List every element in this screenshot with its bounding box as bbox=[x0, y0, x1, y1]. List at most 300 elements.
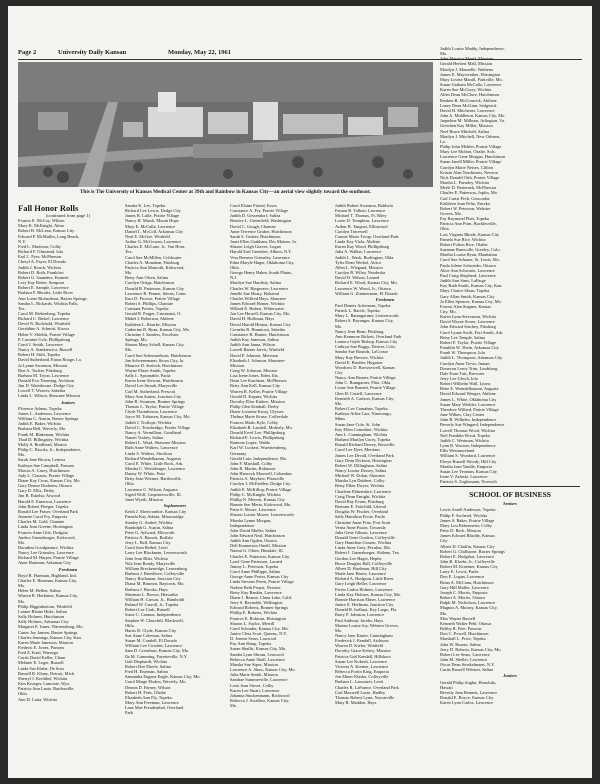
list-item: Minn. bbox=[335, 416, 346, 422]
list-item: Robert Dee Eberle, Salina bbox=[125, 663, 171, 669]
list-item: Patricia Ann Lantz, Bartlesville, bbox=[18, 686, 75, 692]
list-item: Julia Gene Gibson, Lawrence bbox=[335, 529, 387, 535]
list-item: Brian A. McCann, Hutchinson bbox=[440, 579, 494, 585]
aerial-photo-medical-center bbox=[18, 62, 433, 187]
list-item: Sigrid Wolf, Carpentersville, Ill. bbox=[125, 491, 182, 497]
list-item: George Anne Porter, Kansas City bbox=[230, 574, 289, 580]
list-item: Linda Stevens Preen, Prairie Village bbox=[230, 579, 294, 585]
list-item: Sherman L. Brown, Hiawatha bbox=[125, 591, 178, 597]
list-item: Fred H. Eiseman, Salina bbox=[125, 669, 168, 675]
list-item: Groves, Mo. bbox=[440, 211, 463, 216]
list-item: Sandra Sue Bounds, LaCrosse bbox=[335, 349, 389, 355]
class-subheading: Freshmen bbox=[375, 296, 395, 302]
list-item: Barry F. Johnson, Lawrence bbox=[335, 612, 385, 618]
newspaper-page bbox=[8, 6, 592, 778]
list-item: Carl M. Sutherland, Prescott bbox=[125, 388, 176, 394]
list-item: Frances Marlo Kyle, Colby bbox=[230, 419, 279, 425]
list-item: Susan Shaffir, Kansas City, Mo. bbox=[230, 646, 287, 652]
list-item: Theodore Willard, Prairie Village bbox=[440, 406, 499, 412]
list-item: Robert A. Morris, Ottawa bbox=[440, 595, 485, 601]
list-item: Mabel I. Roberson, Abilene bbox=[125, 316, 174, 322]
list-item: Patrick L. Bacile, Topeka bbox=[335, 308, 380, 314]
list-item: Martha Jean Yandle, Emporia bbox=[440, 463, 493, 469]
list-item: Marsha Lyn Dubbert, Colby bbox=[335, 478, 385, 484]
business-seniors-list bbox=[440, 507, 580, 672]
list-item: Mo. bbox=[335, 627, 343, 633]
list-item: Jo Lynne Swanson, Mission bbox=[18, 362, 68, 368]
list-item: Constance R. Hunter, Hutchinson bbox=[230, 331, 289, 337]
list-item: Cornelia R. Hunnicutt, Sabetha bbox=[230, 326, 285, 332]
list-item: Oscar Dean Stoekelmann, N.Y. bbox=[440, 662, 495, 668]
list-item: John W. Reazin, Salina bbox=[440, 641, 481, 647]
list-item: James Edward Blachly, Kansas bbox=[440, 533, 495, 539]
list-item: Linda Kay Holmes, Kansas City, Mo. bbox=[335, 591, 402, 597]
list-item: Carolyn J. McFadden, Dodge City bbox=[230, 481, 291, 487]
list-item: Linda Sue Klabe, De Soto bbox=[18, 665, 64, 671]
list-item: Sandra Lynn Shrum, Leawood bbox=[230, 651, 284, 657]
list-item: City bbox=[335, 370, 343, 375]
list-item: Harold Earl Greenlee, Albion, N.Y. bbox=[230, 249, 292, 255]
list-item: Mary Clarice Sloan, Topeka bbox=[440, 288, 490, 294]
list-item: Judith E. Baker, Wichita bbox=[18, 421, 61, 427]
list-item: Julia A. Walker, Lawrence bbox=[335, 249, 382, 255]
list-item: John Ivan Blair, Wichita bbox=[125, 555, 168, 561]
list-item: Fred Z. Kaul, Wamego bbox=[18, 650, 59, 656]
list-item: Allen Dean McClure, Hutchinson bbox=[440, 92, 500, 98]
list-item: James L. White, Oklahoma City bbox=[440, 396, 497, 402]
list-item: James S. Baker, Prairie Village bbox=[440, 517, 495, 523]
list-item: Elizabeth Ann Fly, Topeka bbox=[125, 694, 172, 700]
list-item: Robert H. Fetts, Olathe bbox=[125, 689, 166, 695]
list-item: Paul Dennis Ackerman, Topeka bbox=[335, 302, 391, 308]
list-item: Phillip N. Merrett, Kansas City bbox=[230, 496, 285, 502]
list-item: Larol Gene Patterson, Larned bbox=[230, 558, 282, 564]
list-item: Gail Diephardt, Wichita bbox=[125, 658, 168, 664]
list-item: John B. Kloehr, Jr., Coffeyville bbox=[440, 559, 495, 564]
list-item: Keith J. Abercrombie, Kansas City bbox=[125, 509, 187, 515]
list-item: Carl Curtis Peck, Concordia bbox=[440, 195, 490, 201]
list-item: Judith L. Thompson, Arkansas City bbox=[440, 355, 503, 361]
list-item: Marsha C. Wertzberger, Lawrence bbox=[125, 465, 186, 471]
list-item: Thad D. Billingsley, Wichita bbox=[18, 436, 69, 442]
list-item: Richard Lee Lewis, Dodge City bbox=[125, 208, 181, 214]
list-item: Carolyn Tracewell bbox=[335, 228, 368, 234]
list-item: Susan Graham McCalla, Lawrence bbox=[440, 82, 502, 88]
list-item: William G. Zimmerman, El Dorado bbox=[335, 290, 398, 296]
list-item: Michael T. Thomas, Ft. Riley bbox=[335, 213, 387, 219]
list-item: Florence Adams, Topeka bbox=[18, 405, 62, 411]
list-item: John R. Martin, Robinson bbox=[230, 465, 276, 471]
list-item: Jaqueline M. Milburn, Arlington, Va. bbox=[440, 118, 506, 124]
list-item: Mo. bbox=[18, 539, 26, 545]
list-item: Sue Anne Coleman, Salina bbox=[125, 632, 173, 638]
list-item: Neal E. McGee, Winfield bbox=[125, 233, 170, 239]
list-item: Donald R. Iselhart, Key Largo, Fla. bbox=[335, 607, 398, 613]
list-item: Sam D. Crenshaw, Kansas City, Mo. bbox=[125, 648, 190, 654]
list-item: Judith L. Wash, Burlington, Okla. bbox=[335, 254, 395, 260]
list-item: Janice E. Hoffman, Junction City bbox=[335, 602, 394, 608]
list-item: Margaret E. Innes, Warrensburg, Mo. bbox=[18, 624, 84, 630]
list-item: Lowell Thomas Wood, Wichita bbox=[440, 427, 495, 433]
list-item: Helen M. Hellen, Salina bbox=[18, 588, 61, 594]
list-item: Sally Hamilton Foote, Paola bbox=[335, 514, 385, 520]
list-item: Patricia S. Zoglemann, Norwich bbox=[440, 479, 497, 485]
list-item: David C. Gough, Chanute bbox=[230, 223, 276, 229]
list-item: Mary Lou Bebermeier, Colby bbox=[440, 522, 493, 528]
list-item: Lisa Irene Jones, Eden, Ida. bbox=[230, 373, 279, 379]
list-item: Philip Higginbottom, Winfield bbox=[18, 603, 72, 609]
list-item: Philip Glen Kimball, Derby bbox=[230, 404, 279, 410]
list-item: Karen Irene Stewart, Hutchinson bbox=[125, 378, 183, 384]
list-item: Ralph M. Nicholson, Lawrence bbox=[440, 600, 496, 606]
list-item: Albert D. Hardman, Hill City bbox=[335, 565, 387, 571]
list-item: Linda Jean Greene, Hoisington bbox=[18, 524, 73, 530]
list-item: Charles A. Monahan, Pittsburg bbox=[125, 259, 180, 265]
list-item: Nancy H. Marsh, Mount Hope bbox=[125, 218, 179, 224]
list-item: Loris Jean Stover, Colby bbox=[230, 682, 274, 688]
list-item: Anne Hartman, Arkansas City bbox=[18, 560, 71, 566]
list-item: D. Jeneen Sears, Lawrood bbox=[230, 636, 276, 642]
list-item: Robert W. Dillingham, Salina bbox=[335, 462, 388, 468]
list-item: Robert M. Kraemer, Kansas City bbox=[440, 564, 498, 570]
list-item: Judith Louise Maddy, Independence, bbox=[440, 46, 505, 51]
list-item: Marshall L. Price, Topeka bbox=[440, 636, 486, 642]
list-item: City, Mo. bbox=[440, 308, 457, 314]
list-item: Marian Louise Joy, Webster Groves, bbox=[335, 622, 399, 628]
list-item: Lawrence Gene Morgan, Hutchinson bbox=[440, 154, 506, 160]
class-subheading: Sophomores bbox=[163, 503, 187, 509]
list-item: Magnus A. Murray, Kansas City, bbox=[440, 605, 498, 611]
list-item: Gary Dean Dickson, Hoisington bbox=[335, 457, 392, 463]
list-item: Laney Dean McGinn, Sedgwick bbox=[440, 102, 497, 108]
list-item: Dell Emmerson Oneill, Mission bbox=[230, 543, 287, 549]
list-item: Barbara M. Tryon, Lawrence bbox=[18, 372, 70, 378]
list-item: Bert A. Tucker, Pittsburg bbox=[18, 367, 62, 373]
list-item: David D. Wilson, Larned bbox=[335, 275, 380, 281]
list-item: Mission bbox=[230, 362, 245, 368]
newspaper-name: University Daily Kansan bbox=[58, 49, 127, 56]
list-item: Ila M. Cumming, Fayetteville, N.Y. bbox=[125, 653, 188, 659]
list-item: Richard F. Olmstead, Iola bbox=[18, 249, 64, 255]
list-item: Mo. bbox=[125, 347, 133, 353]
list-item: Susan Janell Miller, Prairie Village bbox=[440, 159, 502, 165]
list-item: Charles E. Patterson, Kansas City bbox=[230, 553, 290, 559]
list-item: Kristin Alan Nordstrom, Newton bbox=[440, 169, 498, 175]
list-item: Sharon Mary Schell, Kansas City, bbox=[125, 342, 185, 348]
list-item: Linda Anne Grey, Peculiar, Mo. bbox=[335, 545, 391, 551]
list-item: Mo. bbox=[125, 270, 133, 276]
list-item: Marcia A. Casey, Hutchinson bbox=[18, 467, 70, 473]
list-item: Philip C. Brooks, Jr., Independence, bbox=[18, 447, 82, 453]
list-item: Connie Marie Troup, Overland Park bbox=[335, 233, 399, 239]
list-item: Philip John Mohler, Prairie Village bbox=[440, 143, 502, 149]
list-item: Sandra K. Lee, Topeka bbox=[125, 203, 166, 208]
list-item: Barbara J. Brooks, Hays bbox=[125, 586, 168, 592]
list-item: Bobby R. Pete, Parsons bbox=[440, 626, 482, 632]
list-item: Diana M. Brunton, Raytown, Mo. bbox=[125, 581, 185, 587]
list-item: Carolyn Anne Tiews, Inman bbox=[440, 360, 490, 366]
list-item: Ann Kenmore Bickett, Overland Park bbox=[335, 333, 402, 339]
list-item: Dorothy Elise Kinkee, Mission bbox=[230, 398, 285, 404]
list-item: Jerry Lee Ulrich, Iola bbox=[440, 376, 478, 381]
list-item: Paul Anthony Jacobs, Hays bbox=[335, 617, 384, 623]
list-item: Arthur G. McGowan, Lawrence bbox=[125, 239, 182, 245]
list-item: Donald Ervel Lee, Phillipsburg bbox=[230, 429, 285, 435]
list-item: Bernice L. Greenfield, Washington bbox=[230, 218, 292, 224]
list-item: Paula Jolene Schroeder, Ottawa bbox=[440, 262, 496, 268]
list-item: John A. Middleton, Kansas City, Mo. bbox=[440, 113, 506, 119]
class-subheading: Freshmen bbox=[58, 566, 78, 572]
list-item: Susan Lee Yeoman, Kansas City bbox=[440, 468, 498, 474]
list-item: Stanley G. Andrel, Wichita bbox=[125, 519, 173, 525]
list-item: Gary Hamilton Gossen, Wichita bbox=[335, 540, 392, 546]
list-item: Jo Ellen Spencer, Kansas City, Mo. bbox=[440, 298, 502, 304]
list-item: Martha L. Parmley, Wichita bbox=[440, 180, 489, 186]
list-item: Forrest Alan Stagner, Kansas bbox=[440, 303, 492, 309]
list-item: Patricia Ann Prim, Bucklesville, bbox=[440, 221, 497, 227]
list-item: John B. Swanson, Bonner Springs bbox=[125, 398, 186, 404]
list-item: Ronald Richard Dewey, Rossville bbox=[335, 442, 395, 448]
list-item: Dale Evan Tutt, Brewster bbox=[440, 370, 485, 376]
list-item: Irene V. Zaluski, Lawrence bbox=[440, 473, 488, 479]
list-item: Diane J. Reame, China Lake, Calif. bbox=[230, 594, 293, 600]
list-item: Robert S. Bayanger, Kansas City, bbox=[335, 318, 394, 324]
list-item: Marsha Sue Sipes, Mission bbox=[230, 661, 278, 667]
name-list-col5 bbox=[440, 46, 580, 484]
list-item: Russell B. Kluny, Detroit, Mich. bbox=[18, 670, 76, 676]
list-item: Gerald R. Prager, Cincinnati, O. bbox=[125, 311, 182, 317]
list-item: Nancy Louise Dorsey, Salina bbox=[335, 467, 387, 473]
list-item: Elizabeth R. Landoll, Moberly, Mo. bbox=[230, 424, 293, 430]
list-item: Frederic E. Jones, Parsons bbox=[18, 644, 65, 650]
list-item: Judy L. Clausen, Prairie Village bbox=[18, 472, 74, 478]
list-item: Karl W. Luckert, Wuerttemberg, bbox=[230, 445, 287, 451]
honor-roll-title: Fall Honor Rolls bbox=[18, 203, 79, 213]
list-item: Don E. Logan, Lawrence bbox=[440, 574, 485, 580]
honor-roll-subtitle: (continued from page 1) bbox=[45, 213, 91, 218]
list-item: Earl L. Pyer, McPherson bbox=[18, 254, 62, 260]
list-item: Gary Hill Maller, Lawrence bbox=[440, 584, 489, 590]
list-item: Kenneth Walter Pehl, Ottawa bbox=[440, 620, 492, 626]
list-item: Carol Marge Elsdon, Waverly, Mo. bbox=[125, 679, 187, 685]
list-item: Max Wayne Russell bbox=[440, 615, 476, 621]
list-item: Jimmy L. Peterson, Topeka bbox=[230, 563, 279, 569]
list-item: Patricia Ann Monroth, Kirkwood, bbox=[125, 264, 185, 270]
list-item: Judith Ann Janna, Wilson bbox=[230, 342, 275, 348]
list-item: Peter D. Beck, Mission bbox=[440, 528, 481, 534]
list-item: Constance A. Fry, Prairie Village bbox=[230, 208, 288, 214]
list-item: Mary K. McKnight, Alma bbox=[18, 223, 64, 229]
list-item: Kay Ellen Comedaer, Wichita bbox=[335, 426, 388, 432]
list-item: Woodrow D. Brownewell, Kansas bbox=[335, 364, 396, 370]
list-item: Sandra L. Rickards, Wichita Falls, bbox=[18, 300, 79, 306]
list-item: Ronald E. Boyce, Kansas City bbox=[440, 695, 494, 701]
column-4 bbox=[335, 203, 435, 775]
list-item: Barbara Bell, Waverly, Mo. bbox=[18, 426, 67, 432]
list-item: Karen Lynn Carlos, Lawrence bbox=[440, 700, 493, 706]
list-item: Robert Fulton Rice, Olathe bbox=[440, 241, 488, 247]
list-item: Gerald Philip Aughn, Honolulu, bbox=[440, 679, 497, 685]
list-item: Warren R. Herkimer, Kansas City, bbox=[18, 593, 79, 599]
list-item: Gary Denise Durheim, Ottawa bbox=[18, 483, 72, 489]
list-item: Judith D. Gessendorf, Salina bbox=[230, 213, 281, 219]
list-item: William Lee Cowden, Lawrence bbox=[125, 643, 183, 649]
list-item: Stephen W. Churchill, Blackwell, bbox=[125, 617, 184, 623]
list-item: Carol Jean Bethel, Leoti bbox=[125, 545, 168, 551]
list-item: Betsy Lee Temple, Salina bbox=[440, 334, 485, 340]
list-item: Karen Marie Jameson, Mission bbox=[18, 639, 73, 645]
list-item: Mo. bbox=[440, 51, 448, 57]
list-item: John C. Bumgarner, Pitta, Okla. bbox=[335, 380, 392, 386]
list-item: Donald Eva Thorning, Atchison bbox=[18, 378, 75, 383]
list-item: Fred L. Martenor, Colby bbox=[18, 243, 62, 249]
list-item: John F. Marshall, Colby bbox=[230, 460, 273, 466]
list-item: Carol M. Riekenberg, Topeka bbox=[18, 310, 71, 316]
list-item: Sharon Louise Moore, Leavenworth bbox=[230, 512, 294, 518]
list-item: Mary Ann Sutton, Junction City bbox=[125, 393, 182, 399]
list-item: William H. Carson, Jr., Humboldt bbox=[125, 596, 185, 602]
list-item: Sally Holmes, Hutchinson bbox=[18, 614, 65, 620]
list-item: Gerald Herbert Mall, Mission bbox=[440, 61, 493, 67]
list-item: Joyce M. Tobiasen, Kansas City, Mo. bbox=[125, 414, 191, 420]
list-item: Gordon Lee Hager, Hepler bbox=[335, 555, 382, 561]
list-item: William S. Woodard, Lawrence bbox=[440, 453, 496, 459]
list-item: Gary Allan Smith, Kansas City bbox=[440, 293, 495, 299]
list-item: David P. Johnson, Merriam bbox=[230, 352, 278, 358]
list-item: Carolyn Marie Neises, Clifton bbox=[440, 164, 494, 170]
list-item: Philip C. McKnight, Wichita bbox=[230, 491, 281, 497]
list-item: David E. Brodier, Hugoton bbox=[335, 359, 383, 365]
list-item: Reuben B. McCormick, Abilene bbox=[440, 97, 497, 103]
list-item: Nick Donald Orth, Prairie Village bbox=[440, 174, 500, 180]
list-item: Peter G. Aylward, Ellsworth bbox=[125, 529, 175, 535]
list-item: Franklin W. Thein, Arkansas City bbox=[440, 345, 499, 351]
column-5 bbox=[440, 46, 580, 776]
list-item: Marilyn Sue Hardisty, Salina bbox=[230, 280, 281, 286]
list-item: Craig W. Johnson, Mission bbox=[230, 368, 278, 373]
list-item: Arthur B. Tanguet, Ellinwood bbox=[335, 223, 388, 229]
list-item: James L. Anderson, Lawrence bbox=[18, 410, 72, 416]
list-item: Sharon L. Saylor, Merrill bbox=[230, 620, 275, 626]
list-item: Judith Kay Jameson, Salina bbox=[230, 337, 279, 343]
list-item: Richard Wendelkamm, Augusta bbox=[125, 455, 181, 461]
list-item: Robert I. Guenzburger, Abilene, Tex. bbox=[335, 550, 400, 556]
list-item: John Maurice Mauff, Merriam bbox=[440, 56, 494, 62]
list-item: Gary Leigh Heller, Lawrence bbox=[335, 581, 387, 587]
list-item: N.J. bbox=[230, 275, 238, 281]
list-item: Kathleen L. Rourke, Mission bbox=[125, 321, 177, 327]
list-item: Kathryn Arlita Carr, Nimesargo, bbox=[335, 411, 392, 417]
list-item: Lamora Gayle Bishop, Kansas City bbox=[335, 339, 398, 345]
list-item: Sarah Jane Brown, Lenexa bbox=[18, 457, 66, 463]
list-item: Susan Mary Wiehler, Lawrence bbox=[440, 401, 496, 407]
list-item: Janelle Sue Hoaty, Halstead bbox=[230, 290, 279, 296]
list-item: Betty Ann Kell, Kansas City bbox=[230, 383, 281, 389]
list-item: Pamela Kay Adrian, Missouridge bbox=[125, 514, 184, 520]
list-item: Linda S. Walters, Stockton bbox=[125, 450, 173, 456]
list-item: David Ray Evans, Pittsburg bbox=[335, 498, 384, 504]
list-item: Susan Jane Cole, St. John bbox=[335, 421, 381, 427]
list-item: Okla. bbox=[230, 264, 240, 270]
list-item: Dorothy Grace Kelsey, Mission bbox=[335, 648, 391, 654]
list-item: Carol E. White, Little Rock, Ark. bbox=[125, 460, 184, 466]
list-item: Verna Anne Fuson, Towanda bbox=[335, 524, 386, 530]
list-item: John Hancock Maxwell, Columbus bbox=[230, 471, 292, 477]
list-item: Mary R. Madden, Hays bbox=[335, 700, 377, 705]
list-item: Randolph G. Austin, Salina bbox=[125, 524, 174, 530]
list-item: Albert D. Chaffin, Kansas City bbox=[440, 543, 495, 549]
list-item: Cathryn Sue Boggs, Denver, Colo. bbox=[335, 344, 396, 350]
list-item: Mary Ann Freeman, Lawrence bbox=[125, 700, 179, 705]
list-item: Jon Elmer Klaske, Coffeyville bbox=[335, 674, 389, 680]
list-item: Dean Lee Kaufman, McPherson bbox=[230, 378, 287, 384]
list-item: Leone Sue Burnett, Prairie Village bbox=[335, 385, 396, 391]
list-item: Melanie E. Leger, Russell bbox=[18, 660, 64, 666]
list-item: William Breckenridge, Leavenburg bbox=[125, 565, 188, 571]
list-item: Robert Lee Sears, Lawrence bbox=[440, 651, 490, 657]
list-item: Lewis Axtell Anderson, Topeka bbox=[440, 507, 496, 513]
list-item: Robert L. Ward, Shawnee Mission bbox=[125, 440, 186, 446]
list-item: Mary L. Baumgartner, Leavenworth bbox=[335, 313, 399, 319]
list-item: Jon Lee Howell, Kansas City, Mo. bbox=[230, 311, 291, 317]
list-item: Johanna Stuckenmann, Richwood bbox=[230, 692, 290, 698]
list-item: Kim Krueger, Lamonte, Wyo. bbox=[18, 681, 71, 687]
list-item: Lawrence A. Shaw, Kansas City, Mo. bbox=[230, 667, 296, 673]
list-item: Carter Joy Jansen, Baxter Springs bbox=[18, 629, 78, 635]
list-item: Lawrence W. Wood, Jr., Ottawa bbox=[335, 285, 391, 291]
list-item: Janet Ellen Grabham, Des Moines, Ia. bbox=[230, 239, 297, 245]
list-item: Patricia A. Bassett, Buffalo bbox=[125, 535, 173, 540]
name-list-col4 bbox=[335, 203, 435, 705]
list-item: Bertram E. Fairchild, Liberal bbox=[335, 504, 387, 510]
list-item: Bette E. Weindelhausen, Augusta bbox=[440, 386, 499, 392]
list-item: John Robert Fleeger, Topeka bbox=[18, 503, 69, 509]
list-item: Sandrae Summerville, Lawrence bbox=[230, 677, 288, 683]
list-item: Thelma Marie Kruse, Coffeedale bbox=[230, 414, 288, 420]
list-item: Patricia A. Mayhew, Pleasville bbox=[230, 476, 284, 482]
list-item: Catherine B. Ryan, Kansas City, Mo. bbox=[125, 326, 191, 332]
list-item: Dennis D. Farney, Wilson bbox=[125, 684, 171, 690]
list-item: Jane Wilkes, Clay Center bbox=[440, 412, 485, 418]
list-item: David Harold Hinton, Kansas City bbox=[230, 321, 291, 327]
list-item: Frank M. Blakeman, Wichita bbox=[18, 431, 70, 437]
list-item: Frances E. Robison, Hoisington bbox=[230, 615, 286, 621]
list-item: Edward P. McMullin, Long Beach, bbox=[18, 233, 80, 239]
list-item: P. Lorraine Cole, Phillipsburg bbox=[18, 336, 71, 342]
list-item: Independence bbox=[230, 522, 255, 528]
list-item: Maurice D. Sealock, Hutchinson bbox=[125, 362, 183, 368]
list-item: Betsy Ellen Dwyer, Wichita bbox=[335, 483, 385, 489]
list-item: John Edward Neal, Hutchinson bbox=[230, 533, 285, 538]
list-item: Judith Ann Ogden, Ottawa bbox=[230, 538, 277, 544]
list-item: David Edward Wenger, Abilene bbox=[440, 391, 496, 397]
list-item: Pamela Sue Rice, Wichita bbox=[440, 236, 486, 242]
list-item: Willard E. Hubert, Whitewater bbox=[230, 306, 284, 312]
list-item: Craig Dean Enright, Wichita bbox=[335, 493, 386, 499]
list-item: Geraldine A. Schmitt, Kiowa bbox=[18, 326, 70, 332]
list-item: Donald R. Patterson, Kansas City bbox=[125, 285, 185, 291]
list-item: Janet Wyeth, Mission bbox=[125, 496, 163, 502]
list-item: Ellis Westmoreland bbox=[440, 448, 475, 454]
list-item: Charles W. Hargreave, Lawrence bbox=[230, 285, 289, 291]
list-item: Carol Sue Schermerhorn, Hutchinson bbox=[125, 352, 191, 358]
list-item: Fenton R. Talbott, Lawrence bbox=[335, 208, 386, 214]
list-item: Elwyn Russell Woody, Hill City bbox=[440, 458, 497, 464]
list-item: Richard C. Riekel, Lawrence bbox=[18, 316, 70, 322]
list-item: Richard A. Hodgson, Little River bbox=[335, 576, 394, 582]
list-item: Carol Lee Dyer, Merriam bbox=[335, 447, 380, 453]
list-item: Robert B. McLean, Kansas City bbox=[18, 228, 75, 234]
